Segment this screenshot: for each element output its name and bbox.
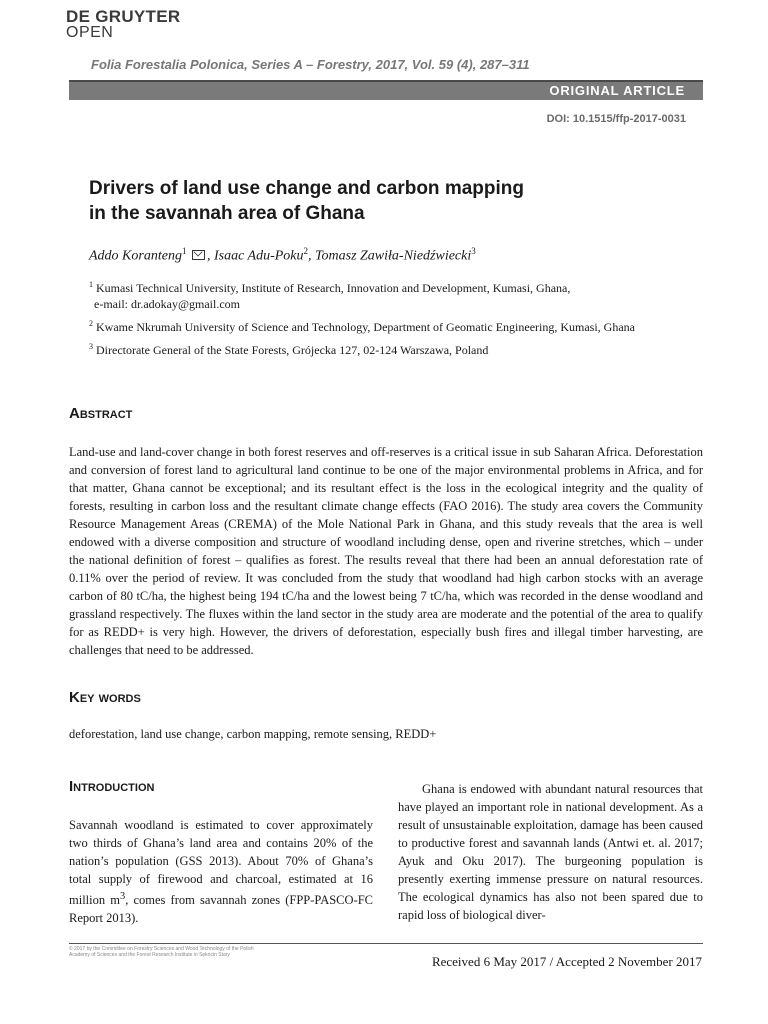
article-type-banner <box>69 80 703 100</box>
affiliation-text: Kumasi Technical University, Institute of Research, Innovation and Development, Kumasi, Ghana, <box>96 281 571 295</box>
author-affiliation-marker: 2 <box>303 246 309 256</box>
affiliation-text: Directorate General of the State Forests, Grójecka 127, 02-124 Warszawa, Poland <box>96 343 489 357</box>
introduction-column-1 <box>69 816 373 927</box>
article-type-label: ORIGINAL ARTICLE <box>549 83 685 98</box>
keywords-heading: Key words <box>69 689 141 706</box>
affiliation-number: 2 <box>89 319 93 328</box>
footer-divider <box>69 943 703 944</box>
author-email[interactable]: e-mail: dr.adokay@gmail.com <box>94 297 241 311</box>
superscript: 3 <box>119 891 126 902</box>
title-line-1: Drivers of land use change and carbon mapping <box>89 178 524 199</box>
publisher-subname: OPEN <box>66 24 114 41</box>
article-title <box>89 176 649 226</box>
author-name: Isaac Adu-Poku <box>213 248 304 264</box>
publisher-logo <box>66 9 180 41</box>
journal-citation: Folia Forestalia Polonica, Series A – Forestry, 2017, Vol. 59 (4), 287–311 <box>91 57 530 72</box>
affiliation-item <box>89 339 635 358</box>
affiliation-item <box>89 316 635 335</box>
affiliation-text: Kwame Nkrumah University of Science and Technology, Department of Geomatic Engineering, Kumasi, Ghana <box>96 320 635 334</box>
author-list: Addo Koranteng$^1$ , Isaac Adu-Poku$^2$, Tomasz Zawiła-Niedźwiecki$^3$ <box>89 246 476 264</box>
affiliation-number: 3 <box>89 342 93 351</box>
affiliation-number: 1 <box>89 280 93 289</box>
keywords-text: deforestation, land use change, carbon mapping, remote sensing, REDD+ <box>69 727 437 741</box>
abstract-heading: Abstract <box>69 405 133 422</box>
affiliation-item <box>89 277 635 312</box>
introduction-heading: Introduction <box>69 778 155 795</box>
publisher-name: DE GRUYTER <box>66 7 181 26</box>
intro-paragraph-part: Savannah woodland is estimated to cover approximately two thirds of Ghana’s land area and contains 20% of the nation’s population (GSS 2013). About 70% of Ghana’s total supply of firewood and charcoal, estimated at 16 million m <box>69 818 373 908</box>
intro-paragraph-part: , comes from savannah zones (FPP-PASCO-FC Report 2013). <box>69 893 373 926</box>
introduction-column-2: Ghana is endowed with abundant natural resources that have played an important role in national development. As a result of unsustainable exploitation, damage has been caused to productive forest and savannah lands (Antwi et. al. 2017; Ayuk and Oku 2017). The burgeoning population is presently exerting immense pressure on natural resources. The ecological dynamics has also not been spared due to rapid loss of biological diver- <box>398 782 703 922</box>
copyright-notice: © 2017 by the Committee on Forestry Sciences and Wood Technology of the Polish Academy of Sciences and the Forest Research Institute in Sękocin Stary <box>69 946 254 958</box>
doi[interactable]: DOI: 10.1515/ffp-2017-0031 <box>546 113 686 125</box>
author-affiliation-marker: 3 <box>471 246 476 256</box>
author-affiliation-marker: 1 <box>181 246 187 256</box>
author-name: Tomasz Zawiła-Niedźwiecki <box>315 248 472 264</box>
author-name: Addo Koranteng <box>89 248 182 264</box>
abstract-text: Land-use and land-cover change in both forest reserves and off-reserves is a critical issue in sub Saharan Africa. Deforestation and conversion of forest land to agricultural land continue to be one of the major environmental problems in Africa, and for that matter, Ghana cannot be exceptional; and its resultant effect is the loss in the ecological integrity and the quality of forests, resulting in carbon loss and the resultant climate change effects (FAO 2016). The study area covers the Community Resource Management Areas (CREMA) of the Mole National Park in Ghana, and this study reveals that the area is well endowed with a diverse composition and structure of woodland including dense, open and riverine stretches, which – under the national definition of forest – qualifies as forest. The results reveal that there had been an annual deforestation rate of 0.11% over the period of review. It was concluded from the study that woodland had high carbon stocks with an average carbon of 80 tC/ha, the highest being 194 tC/ha and the lowest being 7 tC/ha, which was recorded in the dense woodland and grassland respectively. The fluxes within the land sector in the study area are moderate and the potential of the area to qualify for as REDD+ is very high. However, the drivers of deforestation, especially bush fires and illegal timber harvesting, are challenges that need to be addressed. <box>69 445 703 657</box>
received-accepted-dates: Received 6 May 2017 / Accepted 2 November 2017 <box>431 954 702 969</box>
affiliations <box>89 277 635 362</box>
envelope-icon[interactable] <box>192 250 205 260</box>
title-line-2: in the savannah area of Ghana <box>89 203 365 224</box>
